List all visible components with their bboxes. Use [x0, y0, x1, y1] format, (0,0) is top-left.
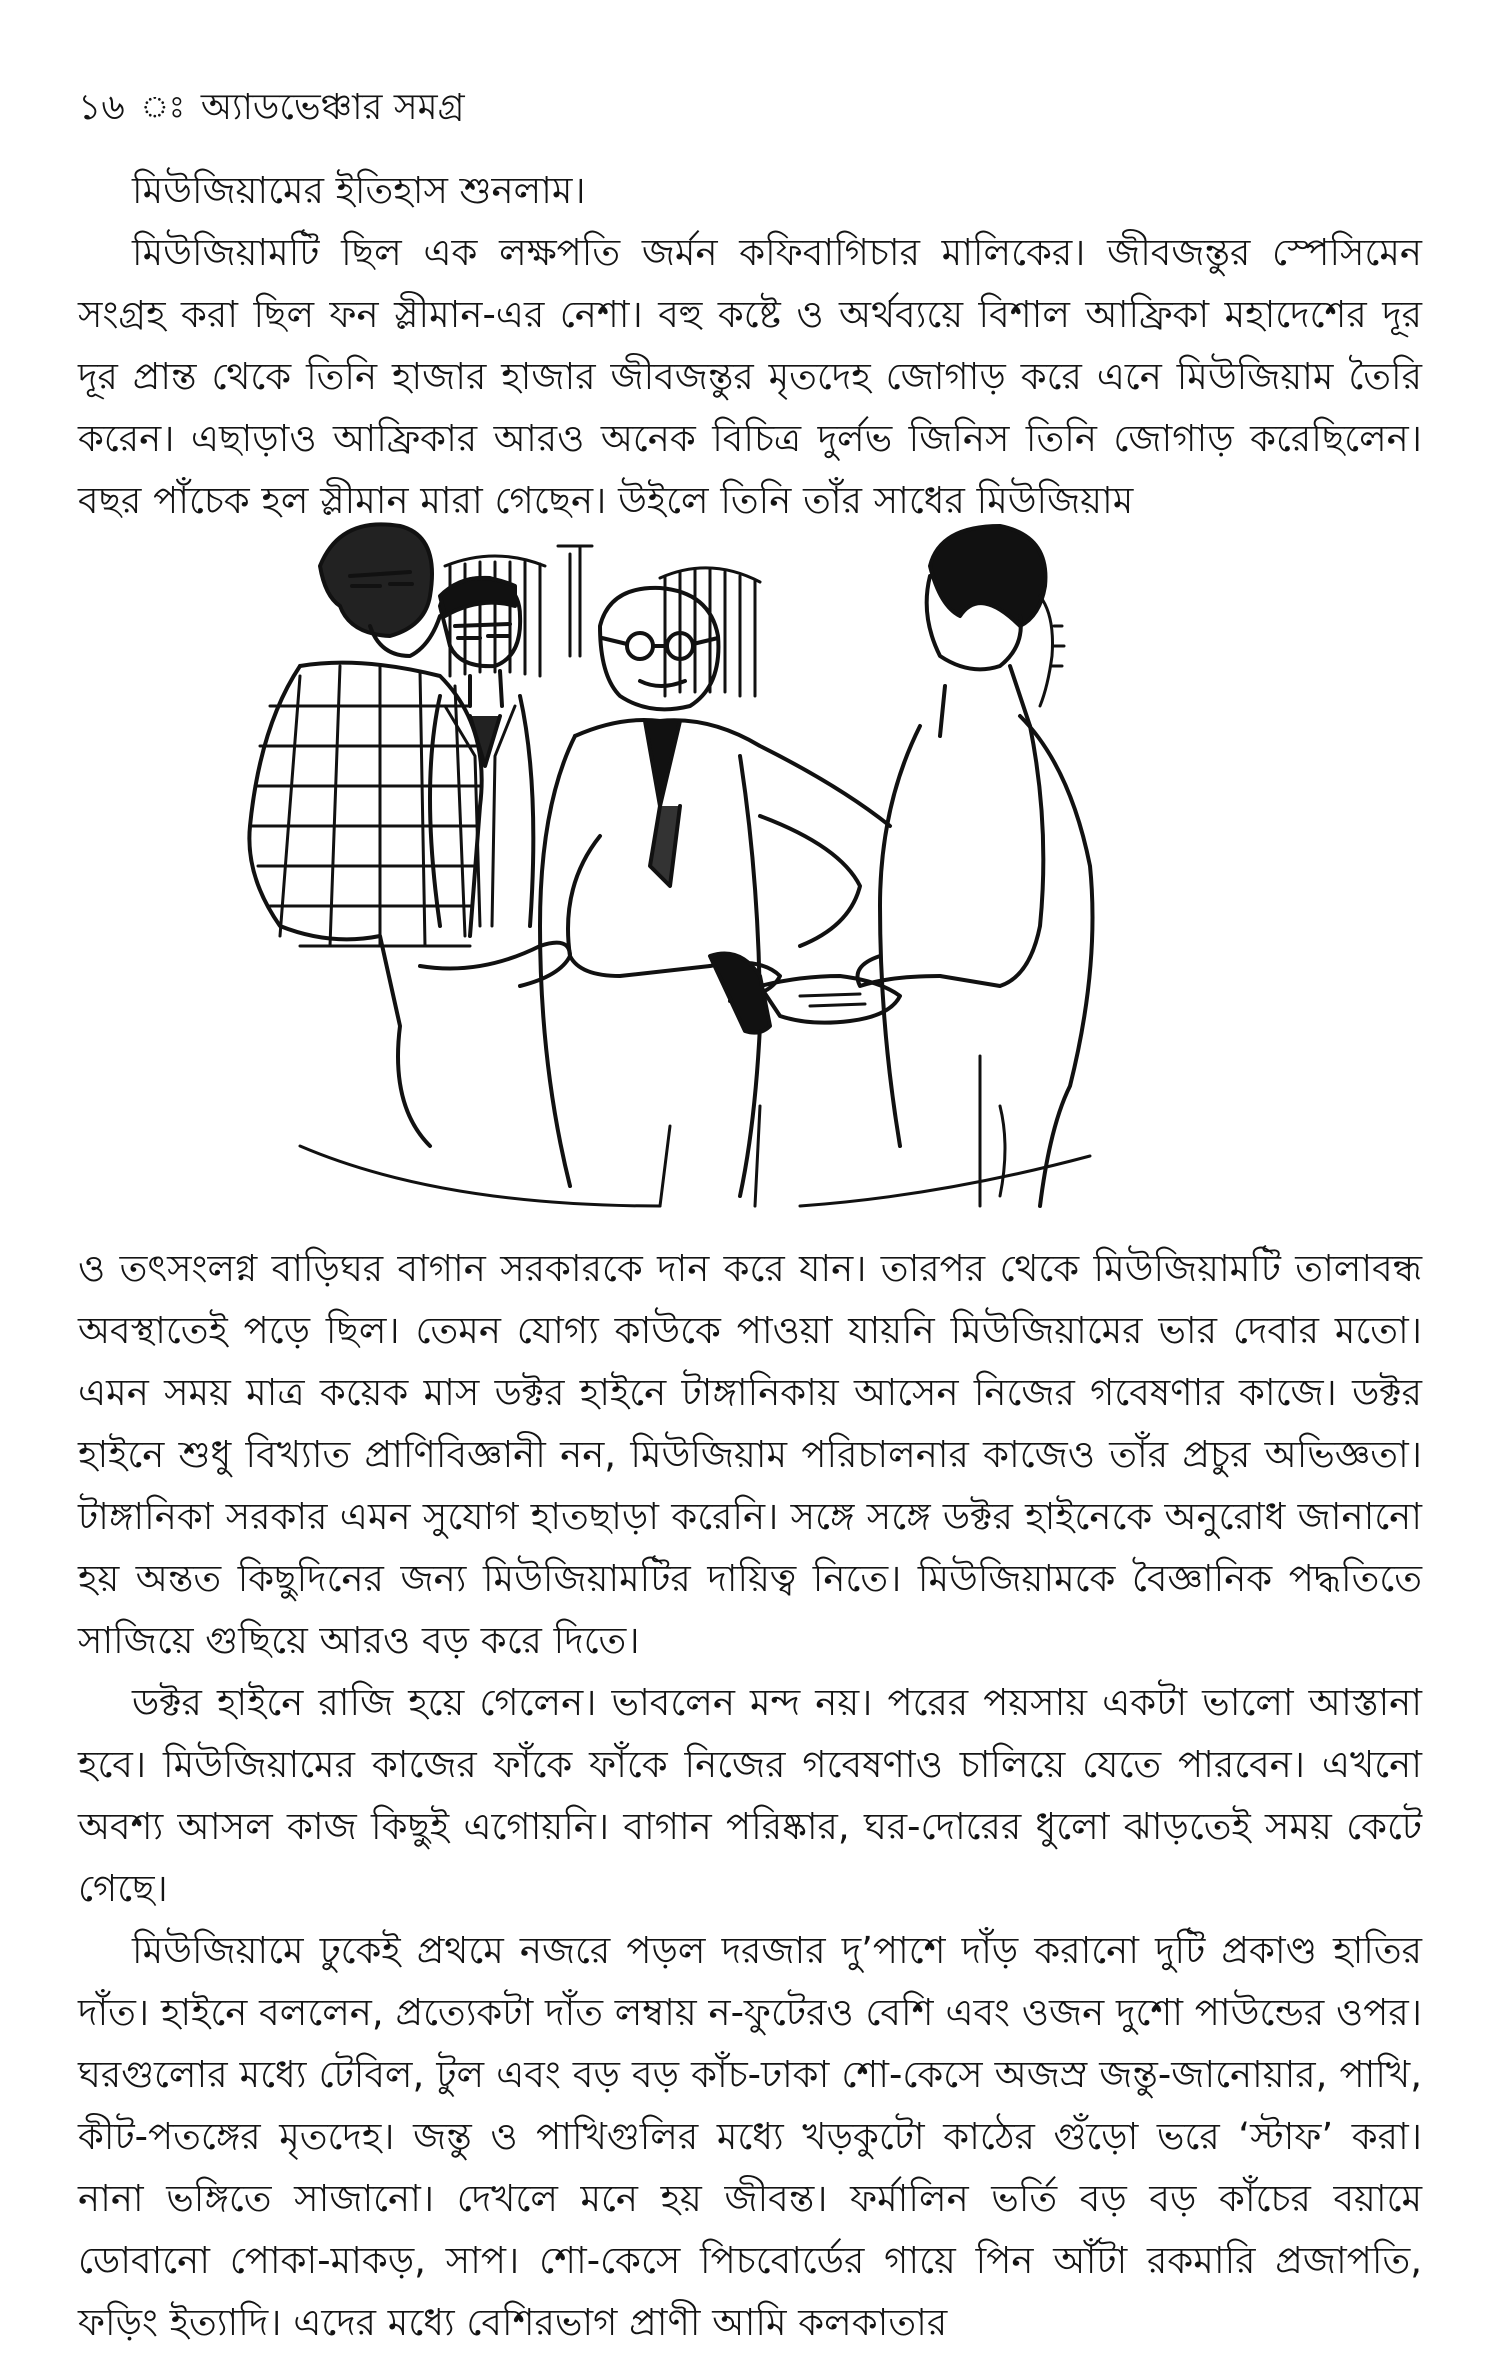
ornament-glyph: ঃ: [140, 90, 185, 125]
floor-lines: [300, 1106, 1090, 1206]
figure-dark-jacket: [430, 578, 533, 926]
illustration-handshake: [240, 506, 1270, 1220]
page-number: ১৬: [78, 87, 125, 128]
paragraph: মিউজিয়ামটি ছিল এক লক্ষপতি জর্মন কফিবাগিচার মালিকের। জীবজন্তুর স্পেসিমেন সংগ্রহ করা ছিল ফন স্লীমান-এর নেশা। বহু কষ্টে ও অর্থব্যয়ে বিশাল আফ্রিকা মহাদেশের দূর দূর প্রান্ত থেকে তিনি হাজার হাজার জীবজন্তুর মৃতদেহ জোগাড় করে এনে মিউজিয়াম তৈরি করেন। এছাড়াও আফ্রিকার আরও অনেক বিচিত্র দুর্লভ জিনিস তিনি জোগাড় করেছিলেন। বছর পাঁচেক হল স্লীমান মারা গেছেন। উইলে তিনি তাঁর সাধের মিউজিয়াম: [78, 231, 1422, 522]
paragraph: মিউজিয়ামের ইতিহাস শুনলাম।: [132, 169, 586, 212]
paragraph: মিউজিয়ামে ঢুকেই প্রথমে নজরে পড়ল দরজার দু’পাশে দাঁড় করানো দুটি প্রকাণ্ড হাতির দাঁত। হাইনে বললেন, প্রত্যেকটা দাঁত লম্বায় ন-ফুটেরও বেশি এবং ওজন দুশো পাউন্ডের ওপর। ঘরগুলোর মধ্যে টেবিল, টুল এবং বড় বড় কাঁচ-ঢাকা শো-কেসে অজস্র জন্তু-জানোয়ার, পাখি, কীট-পতঙ্গের মৃতদেহ। জন্তু ও পাখিগুলির মধ্যে খড়কুটো কাঠের গুঁড়ো ভরে ‘স্টাফ’ করা। নানা ভঙ্গিতে সাজানো। দেখলে মনে হয় জীবন্ত। ফর্মালিন ভর্তি বড় বড় কাঁচের বয়ামে ডোবানো পোকা-মাকড়, সাপ। শো-কেসে পিচবোর্ডের গায়ে পিন আঁটা রকমারি প্রজাপতি, ফড়িং ইত্যাদি। এদের মধ্যে বেশিরভাগ প্রাণী আমি কলকাতার: [78, 1929, 1422, 2344]
handshake: [710, 954, 900, 1033]
ink-drawing: [240, 506, 1270, 1220]
figure-white-jacket: [858, 526, 1093, 1206]
book-title: অ্যাডভেঞ্চার সমগ্র: [200, 87, 465, 128]
text-block-bottom: [78, 1238, 1422, 2354]
window-mid: [558, 546, 592, 656]
paragraph: ও তৎসংলগ্ন বাড়িঘর বাগান সরকারকে দান করে যান। তারপর থেকে মিউজিয়ামটি তালাবন্ধ অবস্থাতেই পড়ে ছিল। তেমন যোগ্য কাউকে পাওয়া যায়নি মিউজিয়ামের ভার দেবার মতো। এমন সময় মাত্র কয়েক মাস ডক্টর হাইনে টাঙ্গানিকায় আসেন নিজের গবেষণার কাজে। ডক্টর হাইনে শুধু বিখ্যাত প্রাণিবিজ্ঞানী নন, মিউজিয়াম পরিচালনার কাজেও তাঁর প্রচুর অভিজ্ঞতা। টাঙ্গানিকা সরকার এমন সুযোগ হাতছাড়া করেনি। সঙ্গে সঙ্গে ডক্টর হাইনেকে অনুরোধ জানানো হয় অন্তত কিছুদিনের জন্য মিউজিয়ামটির দায়িত্ব নিতে। মিউজিয়ামকে বৈজ্ঞানিক পদ্ধতিতে সাজিয়ে গুছিয়ে আরও বড় করে দিতে।: [78, 1247, 1422, 1662]
text-block-top: [78, 160, 1422, 532]
paragraph: ডক্টর হাইনে রাজি হয়ে গেলেন। ভাবলেন মন্দ নয়। পরের পয়সায় একটা ভালো আস্তানা হবে। মিউজিয়ামের কাজের ফাঁকে ফাঁকে নিজের গবেষণাও চালিয়ে যেতে পারবেন। এখনো অবশ্য আসল কাজ কিছুই এগোয়নি। বাগান পরিষ্কার, ঘর-দোরের ধুলো ঝাড়তেই সময় কেটে গেছে।: [78, 1681, 1422, 1910]
figure-bald-glasses: [540, 588, 890, 1196]
running-head: [78, 78, 465, 138]
